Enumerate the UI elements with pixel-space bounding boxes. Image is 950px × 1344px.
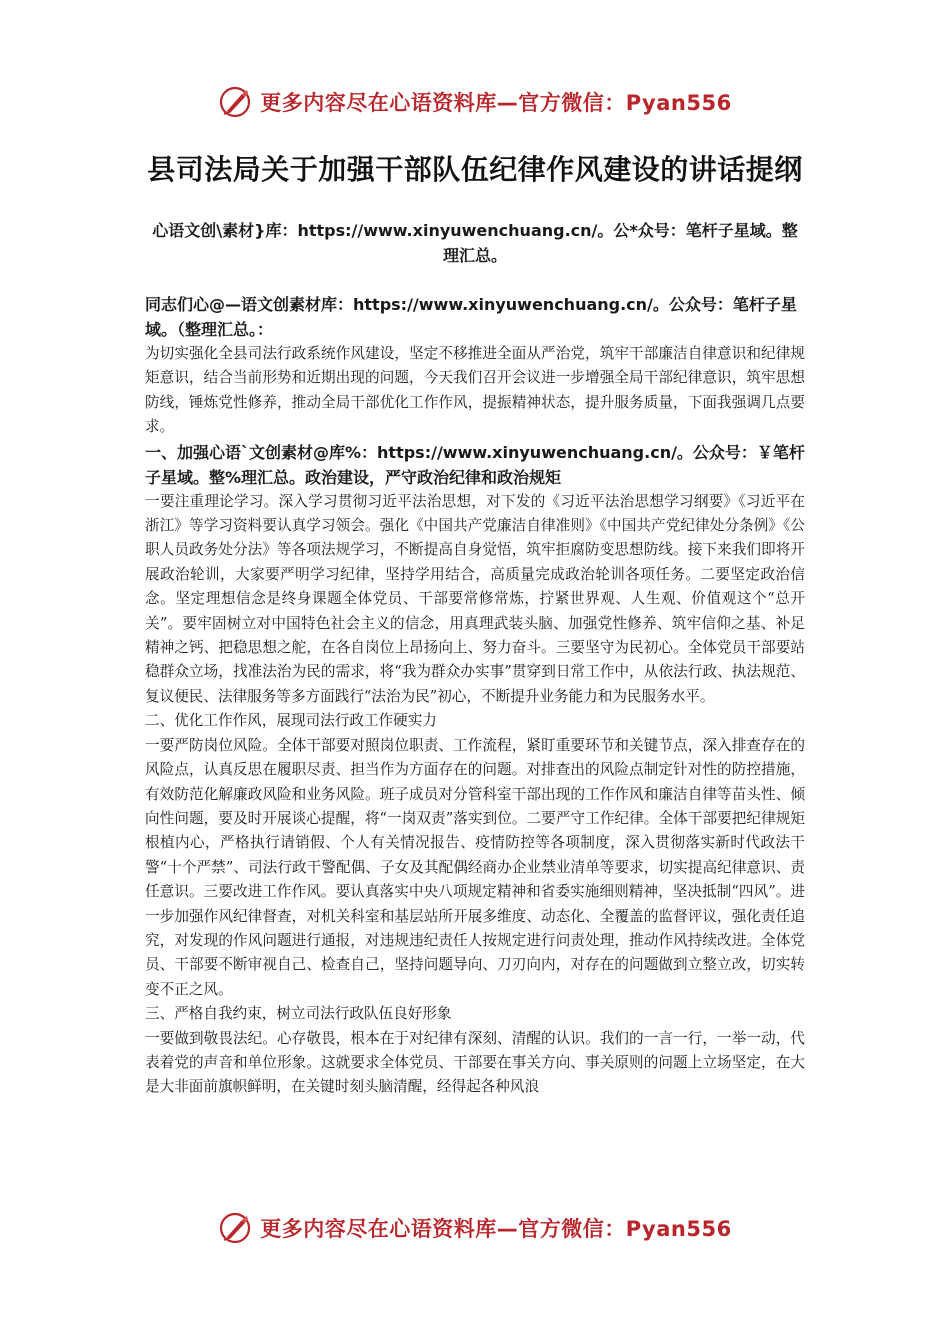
quill-pen-logo-icon — [218, 85, 252, 119]
document-body — [145, 218, 805, 1100]
section-heading-1: 一、加强心语`文创素材@库%：https://www.xinyuwenchuang.cn/。公众号：￥笔杆子星域。整%理汇总。政治建设，严守政治纪律和政治规矩 — [145, 442, 805, 487]
header-banner — [0, 82, 950, 122]
greeting: 同志们心@—语文创素材库：https://www.xinyuwenchuang.cn/。公众号：笔杆子星域。（整理汇总。： — [145, 295, 797, 339]
section-heading-2: 二、优化工作作风，展现司法行政工作硬实力 — [145, 712, 437, 730]
quill-pen-logo-icon — [218, 1211, 252, 1245]
section-body-2: 一要严防岗位风险。全体干部要对照岗位职责、工作流程，紧盯重要环节和关键节点，深入排查存在的风险点，认真反思在履职尽责、担当作为方面存在的问题。对排查出的风险点制定针对性的防控措施，有效防范化解廉政风险和业务风险。班子成员对分管科室干部出现的工作作风和廉洁自律等苗头性、倾向性问题，要及时开展谈心提醒，将“一岗双责”落实到位。二要严守工作纪律。全体干部要把纪律规矩根植内心，严格执行请销假、个人有关情况报告、疫情防控等各项制度，深入贯彻落实新时代政法干警“十个严禁”、司法行政干警配偶、子女及其配偶经商办企业禁业清单等要求，切实提高纪律意识、责任意识。三要改进工作作风。要认真落实中央八项规定精神和省委实施细则精神，坚决抵制“四风”。进一步加强作风纪律督查，对机关科室和基层站所开展多维度、动态化、全覆盖的监督评议，强化责任追究，对发现的作风问题进行通报，对违规违纪责任人按规定进行问责处理，推动作风持续改进。全体党员、干部要不断审视自己、检查自己，坚持问题导向、刀刃向内，对存在的问题做到立整立改，切实转变不正之风。 — [145, 736, 805, 998]
source-line: 心语文创\素材}库：https://www.xinyuwenchuang.cn/。公*众号：笔杆子星域。整理汇总。 — [152, 221, 798, 265]
section-body-3: 一要做到敬畏法纪。心存敬畏，根本在于对纪律有深刻、清醒的认识。我们的一言一行，一举一动，代表着党的声音和单位形象。这就要求全体党员、干部要在事关方向、事关原则的问题上立场坚定，在大是大非面前旗帜鲜明，在关键时刻头脑清醒，经得起各种风浪 — [145, 1029, 805, 1096]
footer-banner — [0, 1208, 950, 1248]
intro-paragraph: 为切实强化全县司法行政系统作风建设，坚定不移推进全面从严治党，筑牢干部廉洁自律意识和纪律规矩意识，结合当前形势和近期出现的问题，今天我们召开会议进一步增强全局干部纪律意识，筑牢思想防线，锤炼党性修养，推动全局干部优化工作作风，提振精神状态，提升服务质量，下面我强调几点要求。 — [145, 345, 805, 436]
banner-text: 更多内容尽在心语资料库—官方微信：Pyan556 — [260, 1217, 732, 1241]
banner-text: 更多内容尽在心语资料库—官方微信：Pyan556 — [260, 91, 732, 115]
section-body-1: 一要注重理论学习。深入学习贯彻习近平法治思想，对下发的《习近平法治思想学习纲要》《习近平在浙江》等学习资料要认真学习领会。强化《中国共产党廉洁自律准则》《中国共产党纪律处分条例》《公职人员政务处分法》等各项法规学习，不断提高自身觉悟，筑牢拒腐防变思想防线。接下来我们即将开展政治轮训，大家要严明学习纪律，坚持学用结合，高质量完成政治轮训各项任务。二要坚定政治信念。坚定理想信念是终身课题全体党员、干部要常修常炼，拧紧世界观、人生观、价值观这个“总开关”。要牢固树立对中国特色社会主义的信念，用真理武装头脑、加强党性修养、筑牢信仰之基、补足精神之钙、把稳思想之舵，在各自岗位上昂扬向上、努力奋斗。三要坚守为民初心。全体党员干部要站稳群众立场，找准法治为民的需求，将“我为群众办实事”贯穿到日常工作中，从依法行政、执法规范、复议便民、法律服务等多方面践行“法治为民”初心，不断提升业务能力和为民服务水平。 — [145, 492, 805, 705]
document-title: 县司法局关于加强干部队伍纪律作风建设的讲话提纲 — [147, 153, 803, 186]
section-heading-3: 三、严格自我约束，树立司法行政队伍良好形象 — [145, 1005, 452, 1023]
